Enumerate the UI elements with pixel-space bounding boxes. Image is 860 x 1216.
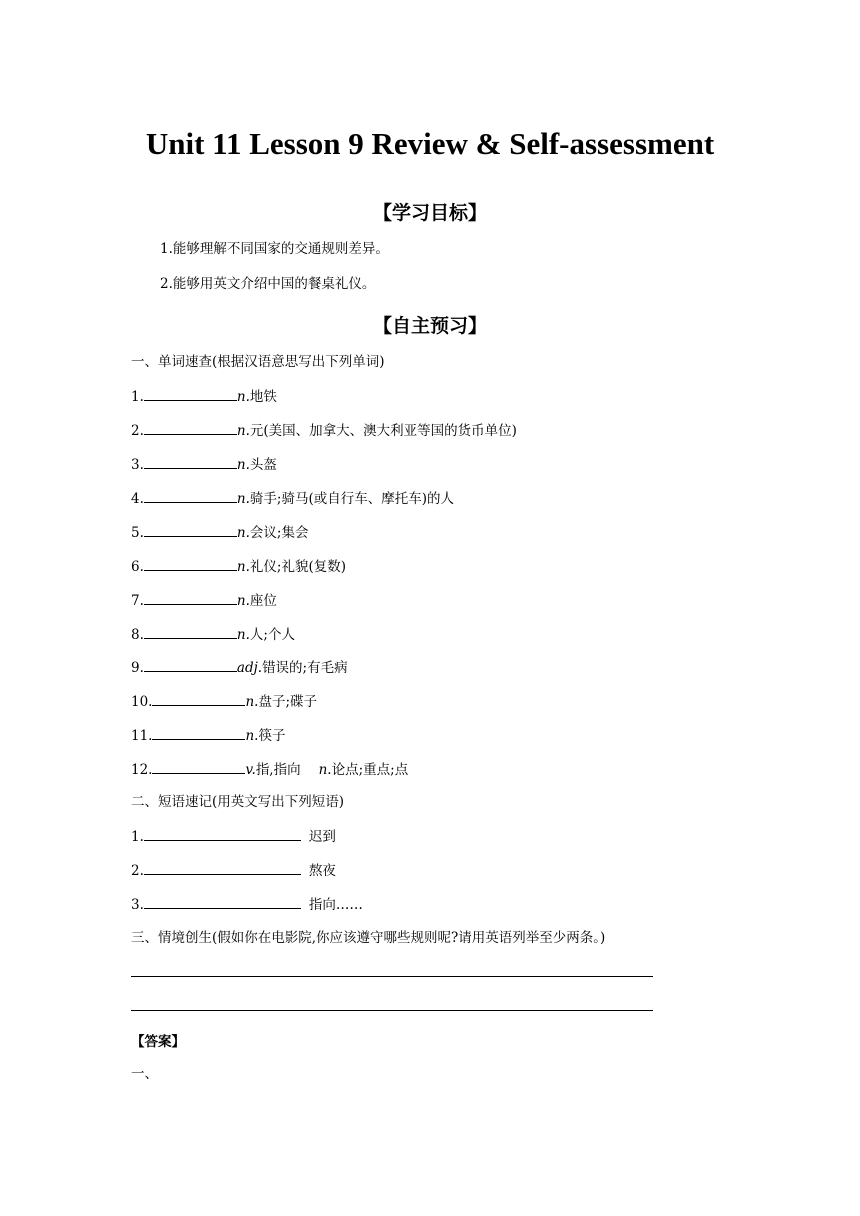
item-meaning: 人;个人 xyxy=(249,627,295,643)
item-number: 3. xyxy=(131,457,144,473)
answer-line[interactable] xyxy=(131,976,653,977)
item-number: 5. xyxy=(131,525,144,541)
answer-blank[interactable] xyxy=(144,387,237,401)
answer-blank[interactable] xyxy=(152,726,245,740)
part3-instruction: 三、情境创生(假如你在电影院,你应该遵守哪些规则呢?请用英语列举至少两条。) xyxy=(131,930,606,946)
vocab-item xyxy=(131,523,308,542)
goal-item: 1.能够理解不同国家的交通规则差异。 xyxy=(160,241,389,257)
answer-blank[interactable] xyxy=(144,557,237,571)
part-of-speech: v. xyxy=(245,762,256,778)
item-number: 3. xyxy=(131,897,144,913)
item-meaning: 错误的;有毛病 xyxy=(262,660,348,676)
answers-part1-label: 一、 xyxy=(131,1066,158,1082)
part-of-speech: n. xyxy=(245,694,259,710)
part-of-speech: n. xyxy=(236,559,250,575)
item-number: 6. xyxy=(131,559,144,575)
answer-blank[interactable] xyxy=(144,658,237,672)
learning-goals-heading: 【学习目标】 xyxy=(372,202,487,224)
self-preview-heading: 【自主预习】 xyxy=(372,315,487,337)
part-of-speech: n. xyxy=(236,525,250,541)
item-number: 10. xyxy=(131,694,153,710)
vocab-item xyxy=(131,726,285,745)
item-number: 8. xyxy=(131,627,144,643)
item-meaning: 座位 xyxy=(249,593,277,609)
item-number: 1. xyxy=(131,389,144,405)
vocab-item xyxy=(131,658,348,677)
vocab-item xyxy=(131,557,346,576)
page-title: Unit 11 Lesson 9 Review & Self-assessment xyxy=(145,126,715,161)
item-meaning: 地铁 xyxy=(249,389,277,405)
part-of-speech: n. xyxy=(236,423,250,439)
answer-blank[interactable] xyxy=(152,692,245,706)
item-number: 12. xyxy=(131,762,153,778)
part-of-speech: adj. xyxy=(236,660,263,676)
answer-blank[interactable] xyxy=(144,861,301,875)
answer-blank[interactable] xyxy=(144,827,301,841)
part-of-speech: n. xyxy=(236,593,250,609)
vocab-item xyxy=(131,692,317,711)
answer-blank[interactable] xyxy=(152,760,245,774)
item-number: 2. xyxy=(131,423,144,439)
answer-blank[interactable] xyxy=(144,625,237,639)
item-meaning: 迟到 xyxy=(308,829,336,845)
vocab-item xyxy=(131,760,408,779)
item-meaning: 头盔 xyxy=(249,457,277,473)
goal-item: 2.能够用英文介绍中国的餐桌礼仪。 xyxy=(160,276,376,292)
item-meaning: 指,指向 xyxy=(255,762,301,778)
item-meaning: 会议;集会 xyxy=(249,525,309,541)
answer-blank[interactable] xyxy=(144,523,237,537)
vocab-item xyxy=(131,421,517,440)
item-meaning: 筷子 xyxy=(258,728,286,744)
item-number: 2. xyxy=(131,863,144,879)
vocab-item xyxy=(131,625,295,644)
item-meaning: 指向…… xyxy=(308,897,363,913)
item-meaning: 骑手;骑马(或自行车、摩托车)的人 xyxy=(249,491,454,507)
item-number: 7. xyxy=(131,593,144,609)
part-of-speech: n. xyxy=(236,627,250,643)
part-of-speech: n. xyxy=(236,457,250,473)
item-meaning: 礼仪;礼貌(复数) xyxy=(249,559,346,575)
item-number: 1. xyxy=(131,829,144,845)
vocab-item xyxy=(131,489,454,508)
answer-blank[interactable] xyxy=(144,895,301,909)
item-number: 11. xyxy=(131,728,153,744)
part1-instruction: 一、单词速查(根据汉语意思写出下列单词) xyxy=(131,354,385,370)
part-of-speech: n. xyxy=(236,491,250,507)
part-of-speech-2: n. xyxy=(318,762,332,778)
vocab-item xyxy=(131,387,277,406)
answer-blank[interactable] xyxy=(144,591,237,605)
vocab-item xyxy=(131,455,277,474)
item-meaning: 元(美国、加拿大、澳大利亚等国的货币单位) xyxy=(249,423,517,439)
phrase-item xyxy=(131,827,336,846)
part-of-speech: n. xyxy=(236,389,250,405)
phrase-item xyxy=(131,861,336,880)
answer-blank[interactable] xyxy=(144,489,237,503)
answer-line[interactable] xyxy=(131,1010,653,1011)
answers-heading: 【答案】 xyxy=(131,1034,185,1050)
item-meaning: 熬夜 xyxy=(308,863,336,879)
phrase-item xyxy=(131,895,363,914)
answer-blank[interactable] xyxy=(144,421,237,435)
vocab-item xyxy=(131,591,277,610)
answer-blank[interactable] xyxy=(144,455,237,469)
item-meaning-2: 论点;重点;点 xyxy=(331,762,409,778)
part2-instruction: 二、短语速记(用英文写出下列短语) xyxy=(131,794,345,810)
item-number: 9. xyxy=(131,660,144,676)
item-meaning: 盘子;碟子 xyxy=(258,694,318,710)
part-of-speech: n. xyxy=(245,728,259,744)
item-number: 4. xyxy=(131,491,144,507)
